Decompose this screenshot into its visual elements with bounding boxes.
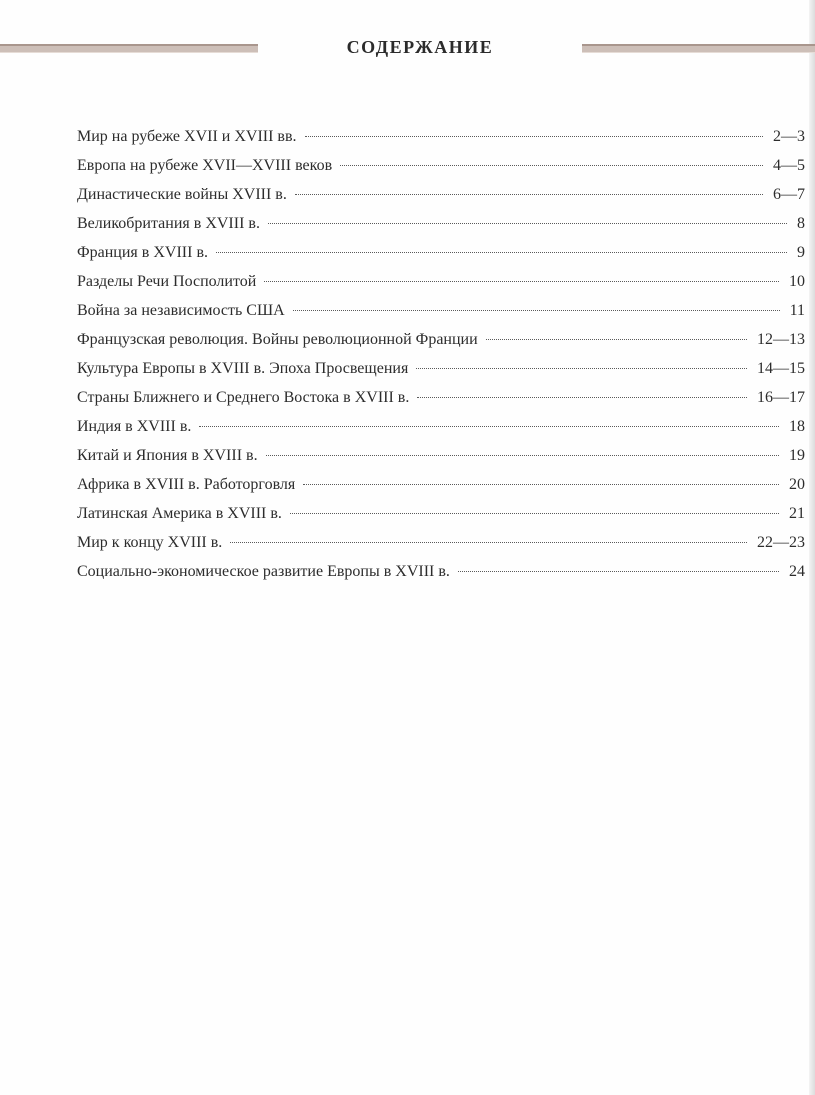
toc-entry-pages: 24 bbox=[789, 563, 805, 580]
toc-entry[interactable] bbox=[77, 470, 805, 499]
toc-entry-pages: 9 bbox=[797, 244, 805, 261]
toc-dot-leader bbox=[458, 571, 779, 572]
toc-entry-pages: 6—7 bbox=[773, 186, 805, 203]
toc-entry[interactable] bbox=[77, 354, 805, 383]
toc-entry-pages: 22—23 bbox=[757, 534, 805, 551]
toc-entry-pages: 4—5 bbox=[773, 157, 805, 174]
toc-dot-leader bbox=[199, 426, 779, 427]
toc-dot-leader bbox=[340, 165, 763, 166]
toc-entry[interactable] bbox=[77, 122, 805, 151]
toc-entry[interactable] bbox=[77, 180, 805, 209]
toc-entry-pages: 14—15 bbox=[757, 360, 805, 377]
toc-entry[interactable] bbox=[77, 528, 805, 557]
table-of-contents bbox=[77, 122, 805, 586]
toc-dot-leader bbox=[266, 455, 779, 456]
toc-dot-leader bbox=[293, 310, 780, 311]
page-title: СОДЕРЖАНИЕ bbox=[346, 37, 494, 57]
toc-entry-title: Мир к концу XVIII в. bbox=[77, 534, 223, 551]
toc-dot-leader bbox=[303, 484, 779, 485]
toc-entry-pages: 10 bbox=[789, 273, 805, 290]
toc-dot-leader bbox=[295, 194, 763, 195]
toc-entry[interactable] bbox=[77, 151, 805, 180]
toc-dot-leader bbox=[486, 339, 747, 340]
toc-entry-pages: 21 bbox=[789, 505, 805, 522]
toc-entry-title: Династические войны XVIII в. bbox=[77, 186, 287, 203]
toc-dot-leader bbox=[230, 542, 747, 543]
toc-entry[interactable] bbox=[77, 238, 805, 267]
page-header bbox=[0, 34, 815, 62]
toc-dot-leader bbox=[416, 368, 747, 369]
toc-entry-title: Франция в XVIII в. bbox=[77, 244, 208, 261]
toc-entry-title: Великобритания в XVIII в. bbox=[77, 215, 260, 232]
toc-entry[interactable] bbox=[77, 441, 805, 470]
toc-entry-pages: 8 bbox=[797, 215, 805, 232]
toc-entry[interactable] bbox=[77, 267, 805, 296]
toc-entry-title: Африка в XVIII в. Работорговля bbox=[77, 476, 296, 493]
toc-entry[interactable] bbox=[77, 296, 805, 325]
toc-entry[interactable] bbox=[77, 383, 805, 412]
toc-entry-pages: 20 bbox=[789, 476, 805, 493]
page-edge-shadow bbox=[809, 0, 815, 1095]
toc-entry[interactable] bbox=[77, 499, 805, 528]
toc-entry[interactable] bbox=[77, 412, 805, 441]
toc-entry-title: Культура Европы в XVIII в. Эпоха Просвещения bbox=[77, 360, 409, 377]
toc-entry-pages: 19 bbox=[789, 447, 805, 464]
toc-entry-title: Французская революция. Войны революционной Франции bbox=[77, 331, 478, 348]
toc-dot-leader bbox=[216, 252, 787, 253]
toc-entry-title: Европа на рубеже XVII—XVIII веков bbox=[77, 157, 333, 174]
toc-dot-leader bbox=[305, 136, 763, 137]
toc-entry-title: Латинская Америка в XVIII в. bbox=[77, 505, 282, 522]
toc-entry[interactable] bbox=[77, 557, 805, 586]
toc-dot-leader bbox=[417, 397, 747, 398]
toc-entry-title: Разделы Речи Посполитой bbox=[77, 273, 257, 290]
toc-dot-leader bbox=[268, 223, 787, 224]
header-rule-right bbox=[582, 44, 815, 53]
toc-entry-title: Китай и Япония в XVIII в. bbox=[77, 447, 258, 464]
toc-entry-title: Индия в XVIII в. bbox=[77, 418, 192, 435]
toc-entry-title: Социально-экономическое развитие Европы в XVIII в. bbox=[77, 563, 450, 580]
toc-entry-title: Мир на рубеже XVII и XVIII вв. bbox=[77, 128, 297, 145]
toc-entry-title: Война за независимость США bbox=[77, 302, 285, 319]
toc-dot-leader bbox=[264, 281, 779, 282]
toc-entry-pages: 12—13 bbox=[757, 331, 805, 348]
toc-dot-leader bbox=[290, 513, 779, 514]
toc-entry-title: Страны Ближнего и Среднего Востока в XVIII в. bbox=[77, 389, 410, 406]
toc-entry-pages: 2—3 bbox=[773, 128, 805, 145]
toc-entry[interactable] bbox=[77, 325, 805, 354]
header-rule-left bbox=[0, 44, 258, 53]
toc-entry-pages: 16—17 bbox=[757, 389, 805, 406]
toc-entry-pages: 18 bbox=[789, 418, 805, 435]
toc-entry-pages: 11 bbox=[789, 302, 805, 319]
toc-entry[interactable] bbox=[77, 209, 805, 238]
